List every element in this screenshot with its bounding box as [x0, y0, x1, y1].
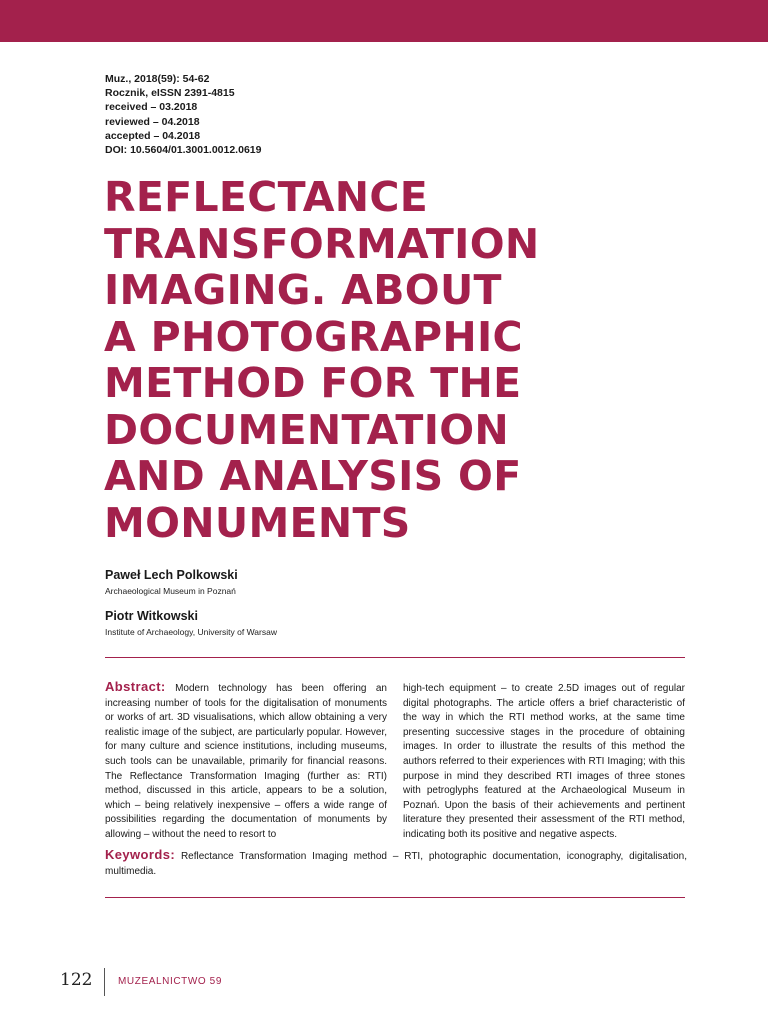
abstract-text-right: high-tech equipment – to create 2.5D images out of regular digital photographs. The article offers a brief characteristic of the way in which the RTI method works, at the same time presenting successive stages in the procedure of obtaining images. In order to illustrate the results of this method the authors referred to their experiences with RTI Imaging; with this purpose in mind they described RTI images of three stones with petroglyphs featured at the Archaeological Museum in Poznań. Upon the basis of their achievements and pertinent literature they presented their assessment of the RTI method, indicating both its positive and negative aspects.: [403, 683, 685, 840]
journal-name: MUZEALNICTWO 59: [118, 976, 223, 987]
title-line: TRANSFORMATION: [104, 219, 540, 268]
author-name: Piotr Witkowski: [105, 609, 198, 623]
keywords-label: Keywords:: [105, 847, 176, 862]
title-line: A PHOTOGRAPHIC: [104, 312, 523, 361]
meta-issn: Rocznik, eISSN 2391-4815: [105, 87, 235, 100]
abstract-column-right: [403, 682, 685, 843]
abstract-column-left: [105, 680, 387, 843]
header-color-band: [0, 0, 768, 42]
meta-received: received – 03.2018: [105, 101, 198, 114]
article-metadata: [105, 72, 261, 157]
page-number: 122: [60, 970, 93, 990]
meta-citation: Muz., 2018(59): 54-62: [105, 73, 210, 85]
article-title: [104, 174, 704, 546]
divider-top: [105, 657, 685, 658]
keywords-block: [105, 848, 687, 879]
author-affiliation: Institute of Archaeology, University of Warsaw: [105, 627, 277, 637]
keywords-text: Reflectance Transformation Imaging method – RTI, photographic documentation, iconography, digitalisation, multimedia.: [105, 851, 687, 877]
abstract-label: Abstract:: [105, 679, 166, 694]
author-name: Paweł Lech Polkowski: [105, 568, 238, 582]
meta-accepted: accepted – 04.2018: [105, 129, 201, 142]
title-line: METHOD FOR THE: [104, 359, 522, 407]
title-line: DOCUMENTATION: [104, 405, 510, 454]
author-affiliation: Archaeological Museum in Poznań: [105, 586, 236, 596]
meta-doi[interactable]: DOI: 10.5604/01.3001.0012.0619: [105, 144, 262, 157]
title-line: REFLECTANCE: [104, 173, 429, 221]
title-line: AND ANALYSIS OF: [104, 452, 522, 500]
meta-reviewed: reviewed – 04.2018: [105, 115, 200, 128]
title-line: IMAGING. ABOUT: [104, 266, 502, 314]
title-line: MONUMENTS: [104, 498, 411, 547]
footer-divider: [104, 968, 105, 996]
abstract-text-left: Modern technology has been offering an increasing number of tools for the digitalisation of monuments or works of art. 3D visualisations, which allow obtaining a very realistic image of the subject, are particularly popular. However, for many culture and science institutions, including museums, such tools can be unavailable, primarily for financial reasons. The Reflectance Transformation Imaging (further as: RTI) method, discussed in this article, appears to be a solution, which – being relatively inexpensive – offers a wide range of possibilities regarding the documentation of monuments by allowing – without the need to resort to: [105, 683, 387, 840]
divider-bottom: [105, 897, 685, 898]
